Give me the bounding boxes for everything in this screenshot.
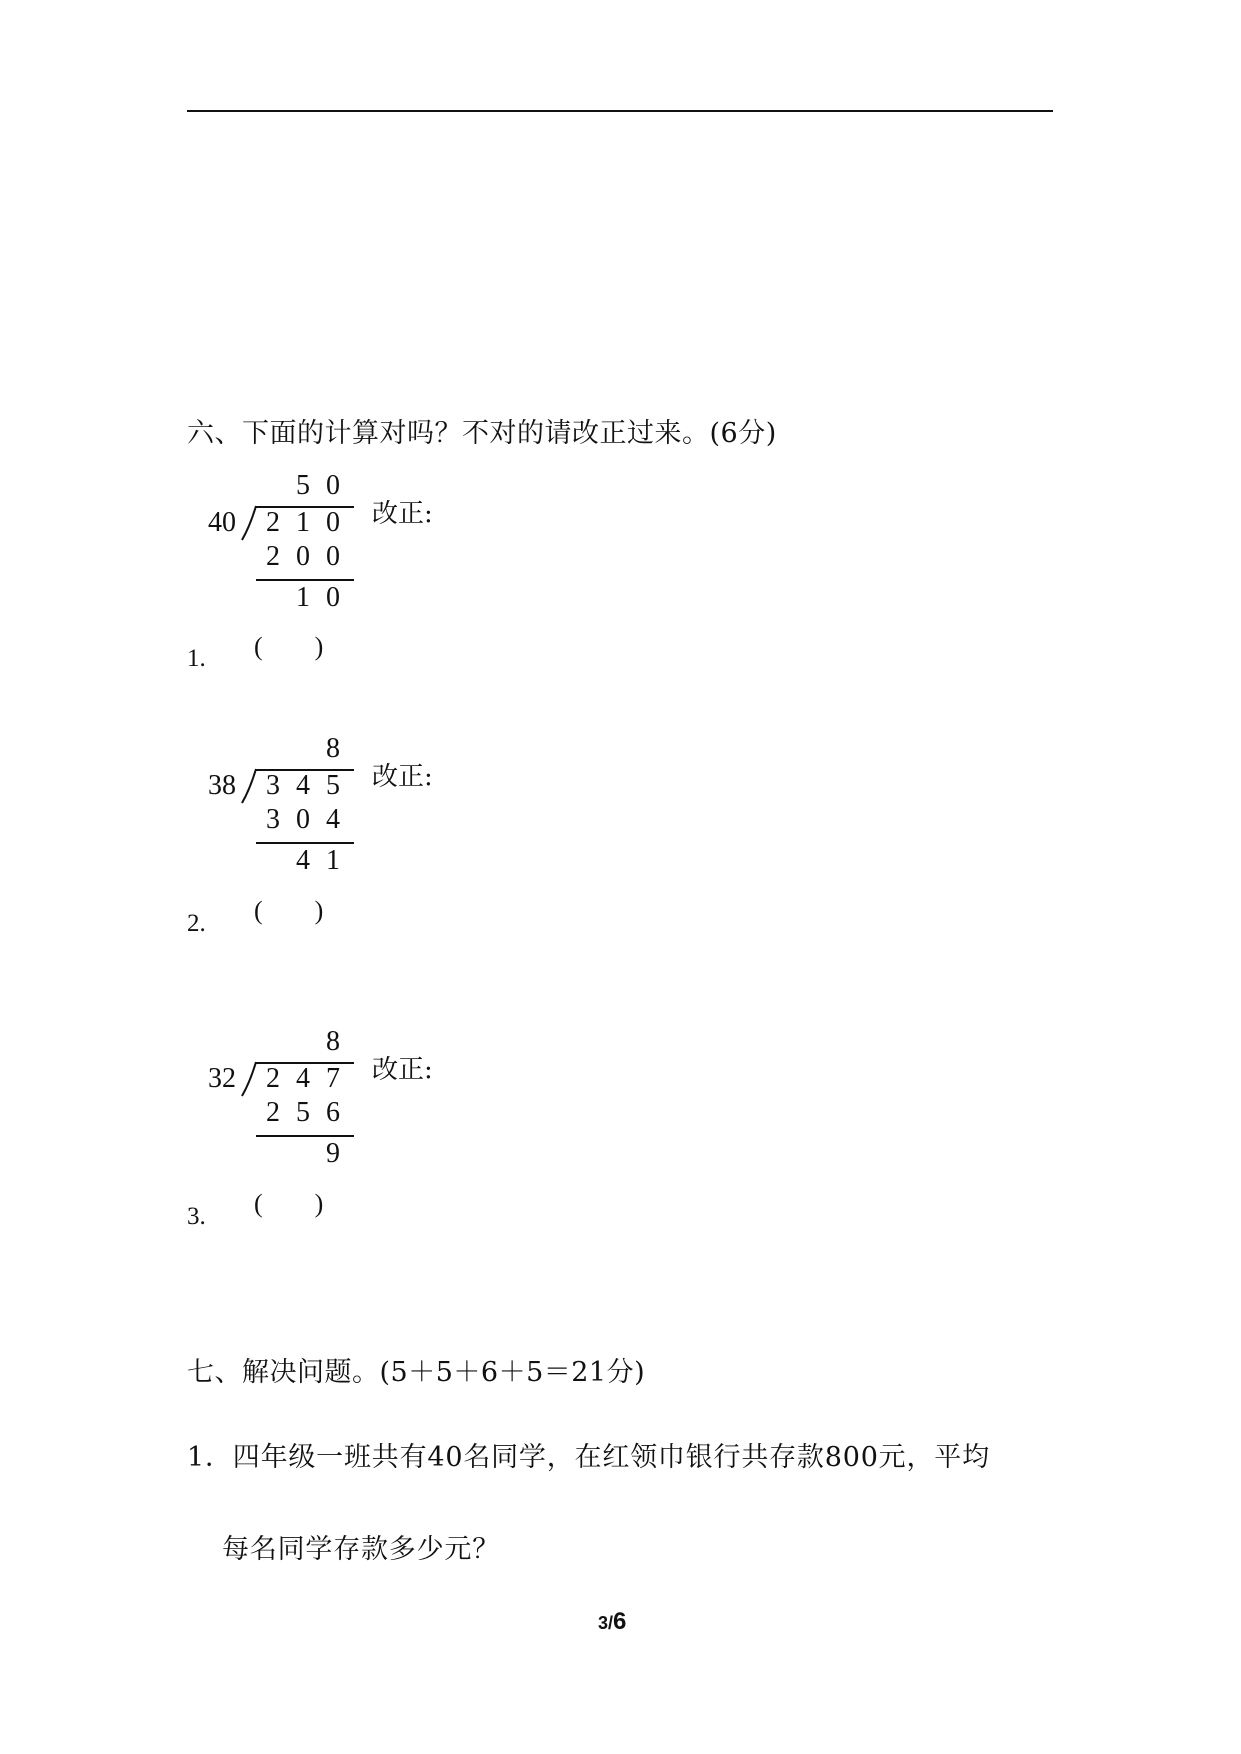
remainder-digit: 9	[326, 1138, 340, 1169]
question-1-line-1: 1．四年级一班共有40名同学，在红领巾银行共存款800元，平均	[187, 1442, 990, 1473]
dividend-digit: 0	[326, 507, 340, 538]
dividend-digit: 2	[266, 1063, 280, 1094]
page-number	[598, 1608, 626, 1636]
division-bracket-icon	[240, 506, 260, 542]
question-1-line-2: 每名同学存款多少元？	[222, 1534, 500, 1565]
problem-number: 3.	[187, 1203, 206, 1230]
correction-label: 改正:	[372, 762, 433, 792]
correction-label: 改正:	[372, 1055, 433, 1085]
product-digit: 2	[266, 1097, 280, 1128]
dividend-digit: 4	[296, 1063, 310, 1094]
problem-number: 1.	[187, 645, 206, 672]
remainder-digit: 1	[296, 582, 310, 613]
section-7-title: 七、解决问题。(5＋5＋6＋5＝21分)	[187, 1357, 646, 1388]
remainder-digit: 4	[296, 845, 310, 876]
remainder-digit: 0	[326, 582, 340, 613]
dividend-digit: 2	[266, 507, 280, 538]
quotient-digit: 5	[296, 470, 310, 501]
top-rule	[187, 110, 1053, 112]
divisor: 32	[208, 1063, 236, 1094]
product-digit: 0	[296, 804, 310, 835]
product-digit: 6	[326, 1097, 340, 1128]
quotient-digit: 8	[326, 733, 340, 764]
product-digit: 0	[326, 541, 340, 572]
subtraction-line	[256, 1135, 354, 1137]
dividend-digit: 3	[266, 770, 280, 801]
section-6-title: 六、下面的计算对吗？不对的请改正过来。(6分)	[187, 418, 777, 449]
product-digit: 2	[266, 541, 280, 572]
dividend-digit: 1	[296, 507, 310, 538]
answer-parentheses[interactable]: ( )	[254, 1189, 324, 1218]
remainder-digit: 1	[326, 845, 340, 876]
page-total: 6	[613, 1608, 627, 1635]
subtraction-line	[256, 579, 354, 581]
product-digit: 0	[296, 541, 310, 572]
dividend-digit: 7	[326, 1063, 340, 1094]
divisor: 38	[208, 770, 236, 801]
answer-parentheses[interactable]: ( )	[254, 632, 324, 661]
page-current: 3/	[598, 1613, 614, 1633]
answer-parentheses[interactable]: ( )	[254, 896, 324, 925]
correction-label: 改正:	[372, 499, 433, 529]
dividend-digit: 4	[296, 770, 310, 801]
divisor: 40	[208, 507, 236, 538]
problem-number: 2.	[187, 910, 206, 937]
product-digit: 4	[326, 804, 340, 835]
quotient-digit: 8	[326, 1026, 340, 1057]
division-bracket-icon	[240, 1062, 260, 1098]
subtraction-line	[256, 842, 354, 844]
quotient-digit: 0	[326, 470, 340, 501]
dividend-digit: 5	[326, 770, 340, 801]
product-digit: 3	[266, 804, 280, 835]
division-bracket-icon	[240, 769, 260, 805]
product-digit: 5	[296, 1097, 310, 1128]
